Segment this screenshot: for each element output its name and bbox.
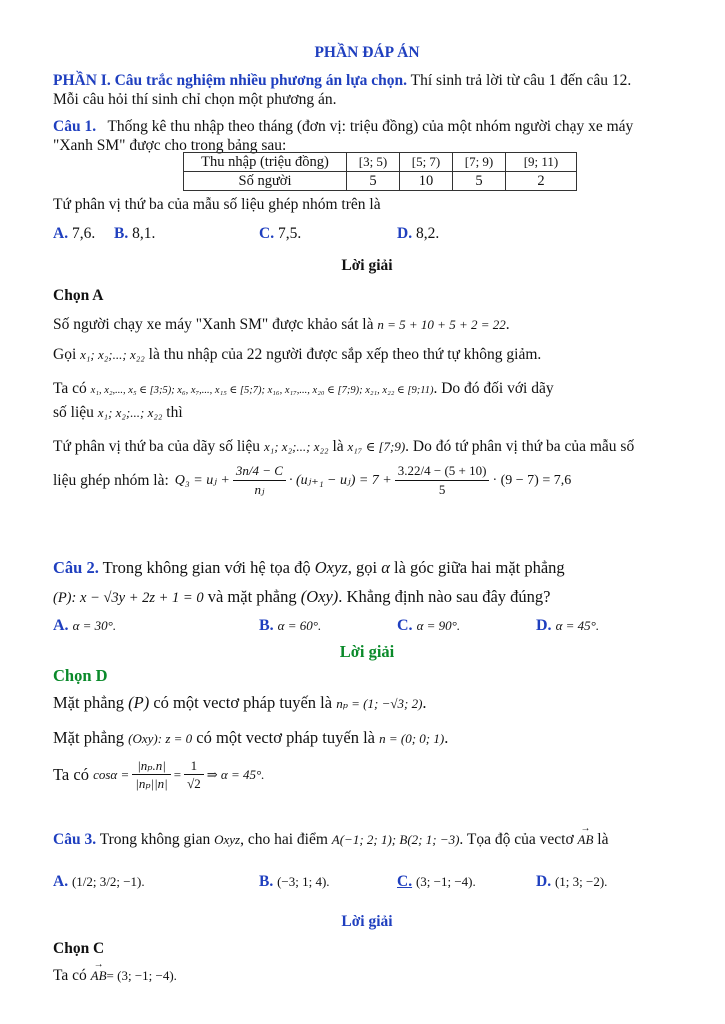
sol-text: Mặt phẳng	[53, 693, 125, 712]
q2-label: Câu 2.	[53, 558, 99, 577]
table-row-label: Số người	[184, 172, 347, 191]
q2-option-a[interactable]	[53, 617, 116, 635]
formula-end: · (9 − 7) = 7,6	[492, 472, 572, 488]
option-text: (1; 3; −2).	[554, 874, 608, 889]
option-key: C.	[397, 617, 413, 634]
q2-math: (Oxy)	[300, 587, 339, 606]
q1-solution-title: Lời giải	[341, 257, 393, 274]
option-text: α = 90°.	[416, 618, 461, 633]
sol-text: có một vectơ pháp tuyến là	[153, 693, 333, 712]
sol-math: x₁; x₂;...; x₂₂	[80, 347, 145, 362]
option-key: D.	[536, 617, 552, 634]
table-cell: 5	[453, 172, 506, 191]
q3-text: . Tọa độ của vectơ	[459, 831, 574, 848]
q1-sol-line5	[53, 437, 681, 456]
table-header-cell: [3; 5)	[347, 153, 400, 172]
sol-text: là	[332, 438, 344, 455]
part1-instr2: Mỗi câu hỏi thí sinh chỉ chọn một phương án.	[53, 91, 337, 108]
q3-sol-line1	[53, 966, 681, 985]
q3-choose: Chọn C	[53, 940, 105, 957]
sol-vector: → AB	[91, 966, 107, 985]
option-key: A.	[53, 617, 69, 634]
formula-mid: · (uⱼ₊₁ − uⱼ) = 7 +	[288, 473, 392, 488]
q3-vector: → AB	[578, 830, 594, 849]
cos-fraction	[132, 757, 171, 792]
fraction-numerator: |nₚ.n|	[132, 757, 171, 775]
income-table	[183, 152, 577, 191]
q1-option-c[interactable]	[259, 225, 301, 243]
q3-text: Trong không gian	[99, 831, 211, 848]
fraction-denominator: nⱼ	[254, 482, 265, 497]
sol-math: (Oxy): z = 0	[128, 731, 193, 746]
option-text: α = 30°.	[72, 618, 117, 633]
option-key: C.	[259, 225, 275, 242]
q1-stem	[53, 117, 681, 155]
page-title: PHẦN ĐÁP ÁN	[314, 44, 420, 61]
option-text: 7,6.	[71, 225, 96, 242]
sol-math: n = 5 + 10 + 5 + 2 = 22	[377, 317, 506, 332]
q2-math: Oxyz	[314, 558, 348, 577]
table-header-cell: Thu nhập (triệu đồng)	[184, 153, 347, 172]
option-text: 8,1.	[132, 225, 156, 242]
q3-option-b[interactable]	[259, 873, 330, 891]
q2-option-d[interactable]	[536, 617, 599, 635]
q3-math: A(−1; 2; 1); B(2; 1; −3)	[331, 832, 460, 847]
option-text: α = 60°.	[277, 618, 322, 633]
q2-sol-line3	[53, 757, 681, 792]
q1-sol-line3	[53, 379, 681, 400]
option-text: (3; −1; −4).	[415, 874, 476, 889]
fraction-denominator: |nₚ||n|	[135, 776, 168, 791]
sol-text: Mặt phẳng	[53, 728, 125, 747]
sol-text: liệu ghép nhóm là:	[53, 471, 169, 489]
q3-stem	[53, 830, 681, 849]
q2-text: là góc giữa hai mặt phẳng	[394, 558, 565, 577]
option-text: α = 45°.	[555, 618, 600, 633]
q1-option-a[interactable]	[53, 225, 95, 243]
sol-text: Ta có	[53, 765, 89, 784]
formula-lhs: Q₃ = uⱼ +	[174, 473, 230, 488]
q2-sol-line2: Mặt phẳng (Oxy): z = 0 có một vectơ pháp tuyến là n = (0; 0; 1).	[53, 728, 449, 747]
cos-lhs: cosα =	[93, 767, 130, 782]
formula-fraction-2	[395, 462, 490, 499]
option-key: C.	[397, 873, 413, 890]
part1-instr1: Thí sinh trả lời từ câu 1 đến câu 12.	[407, 72, 632, 89]
option-text: 8,2.	[415, 225, 440, 242]
q2-math: (P): x − √3y + 2z + 1 = 0	[53, 590, 204, 606]
q2-text: Trong không gian với hệ tọa độ	[102, 558, 311, 577]
q2-text: và mặt phẳng	[207, 587, 297, 606]
sol-math: x₁; x₂;...; x₂₂	[97, 405, 163, 420]
q3-option-c[interactable]	[397, 873, 476, 891]
q2-option-b[interactable]	[259, 617, 321, 635]
table-row	[184, 172, 577, 191]
option-text: 7,5.	[277, 225, 302, 242]
q2-solution-title: Lời giải	[339, 642, 395, 661]
q2-text: , gọi	[347, 558, 378, 577]
q1-sol-line4	[53, 403, 681, 422]
sol-text: là thu nhập của 22 người được sắp xếp theo thứ tự không giảm.	[148, 346, 542, 363]
option-key: B.	[114, 225, 129, 242]
q1-sol-line2	[53, 345, 681, 364]
fraction-numerator: 1	[184, 757, 204, 775]
q2-sol-line1: Mặt phẳng (P) có một vectơ pháp tuyến là nₚ = (1; −√3; 2).	[53, 693, 427, 712]
q1-question: Tứ phân vị thứ ba của mẫu số liệu ghép nhóm trên là	[53, 196, 381, 213]
q3-solution-title: Lời giải	[341, 913, 393, 930]
table-row	[184, 153, 577, 172]
option-key: A.	[53, 225, 69, 242]
q3-text: là	[597, 831, 609, 848]
q3-label: Câu 3.	[53, 831, 97, 848]
sol-text: có một vectơ pháp tuyến là	[196, 728, 375, 747]
q3-option-d[interactable]	[536, 873, 607, 891]
q1-option-d[interactable]	[397, 225, 439, 243]
q2-option-c[interactable]	[397, 617, 460, 635]
q1-option-b[interactable]	[114, 225, 155, 243]
fraction-numerator: 3n/4 − C	[233, 462, 286, 481]
sol-text: thì	[166, 404, 183, 421]
q2-choose: Chọn D	[53, 666, 108, 685]
q3-math: Oxyz	[214, 832, 241, 847]
sol-text: Gọi	[53, 346, 77, 363]
sol-math: x₁₇ ∈ [7;9)	[347, 439, 406, 454]
option-text: (1/2; 3/2; −1).	[71, 874, 145, 889]
option-key: D.	[397, 225, 413, 242]
sol-math: = (3; −1; −4).	[106, 968, 177, 983]
fraction-numerator: 3.22/4 − (5 + 10)	[395, 462, 490, 481]
q2-text: . Khẳng định nào sau đây đúng?	[338, 587, 551, 606]
table-header-cell: [5; 7)	[400, 153, 453, 172]
q1-text1: Thống kê thu nhập theo tháng (đơn vị: triệu đồng) của một nhóm người chạy xe máy	[107, 118, 634, 135]
sol-text: số liệu	[53, 404, 94, 421]
sol-text: Tứ phân vị thứ ba của dãy số liệu	[53, 438, 261, 455]
sol-text: Ta có	[53, 380, 87, 397]
table-cell: 10	[400, 172, 453, 191]
formula-fraction-1	[233, 462, 286, 499]
part1-label: PHẦN I. Câu trắc nghiệm nhiều phương án lựa chọn.	[53, 72, 408, 89]
q1-quartile-formula	[53, 462, 571, 499]
q3-option-a[interactable]	[53, 873, 145, 891]
part1-instructions	[53, 71, 681, 109]
sol-math: x₁, x₂,..., x₅ ∈ [3;5); x₆, x₇,..., x₁₅ ∈ [5;7); x₁₆, x₁₇,..., x₂₀ ∈ [7;9); x₂₁, x₂₂ ∈ [9;11)	[90, 385, 434, 396]
sol-text: . Do đó tứ phân vị thứ ba của mẫu số	[405, 438, 635, 455]
table-header-cell: [7; 9)	[453, 153, 506, 172]
q1-text2: "Xanh SM" được cho trong bảng sau:	[53, 137, 287, 154]
option-key: B.	[259, 873, 274, 890]
q3-text: , cho hai điểm	[240, 831, 328, 848]
fraction-denominator: 5	[438, 482, 446, 497]
q2-stem-line2	[53, 587, 681, 608]
q1-sol-line1: Số người chạy xe máy "Xanh SM" được khảo sát là n = 5 + 10 + 5 + 2 = 22.	[53, 316, 510, 333]
cos-eq: =	[173, 767, 182, 782]
table-cell: 2	[506, 172, 577, 191]
table-header-cell: [9; 11)	[506, 153, 577, 172]
sol-math: (P)	[128, 693, 150, 712]
option-key: A.	[53, 873, 69, 890]
cos-fraction-2	[184, 757, 204, 792]
sol-text: . Do đó đối với dãy	[433, 380, 554, 397]
sol-text: Ta có	[53, 967, 87, 984]
option-text: (−3; 1; 4).	[277, 874, 330, 889]
fraction-denominator: √2	[187, 776, 201, 791]
q1-label: Câu 1.	[53, 118, 97, 135]
option-key: D.	[536, 873, 552, 890]
q2-stem-line1	[53, 558, 681, 577]
sol-math: n = (0; 0; 1)	[379, 731, 445, 746]
sol-math: nₚ = (1; −√3; 2)	[336, 696, 423, 711]
sol-text: Số người chạy xe máy "Xanh SM" được khảo sát là	[53, 316, 374, 333]
sol-math: x₁; x₂;...; x₂₂	[263, 439, 329, 454]
option-key: B.	[259, 617, 274, 634]
table-cell: 5	[347, 172, 400, 191]
q2-math: α	[381, 558, 390, 577]
cos-rhs: ⇒ α = 45°.	[206, 767, 265, 782]
q1-choose: Chọn A	[53, 287, 104, 304]
